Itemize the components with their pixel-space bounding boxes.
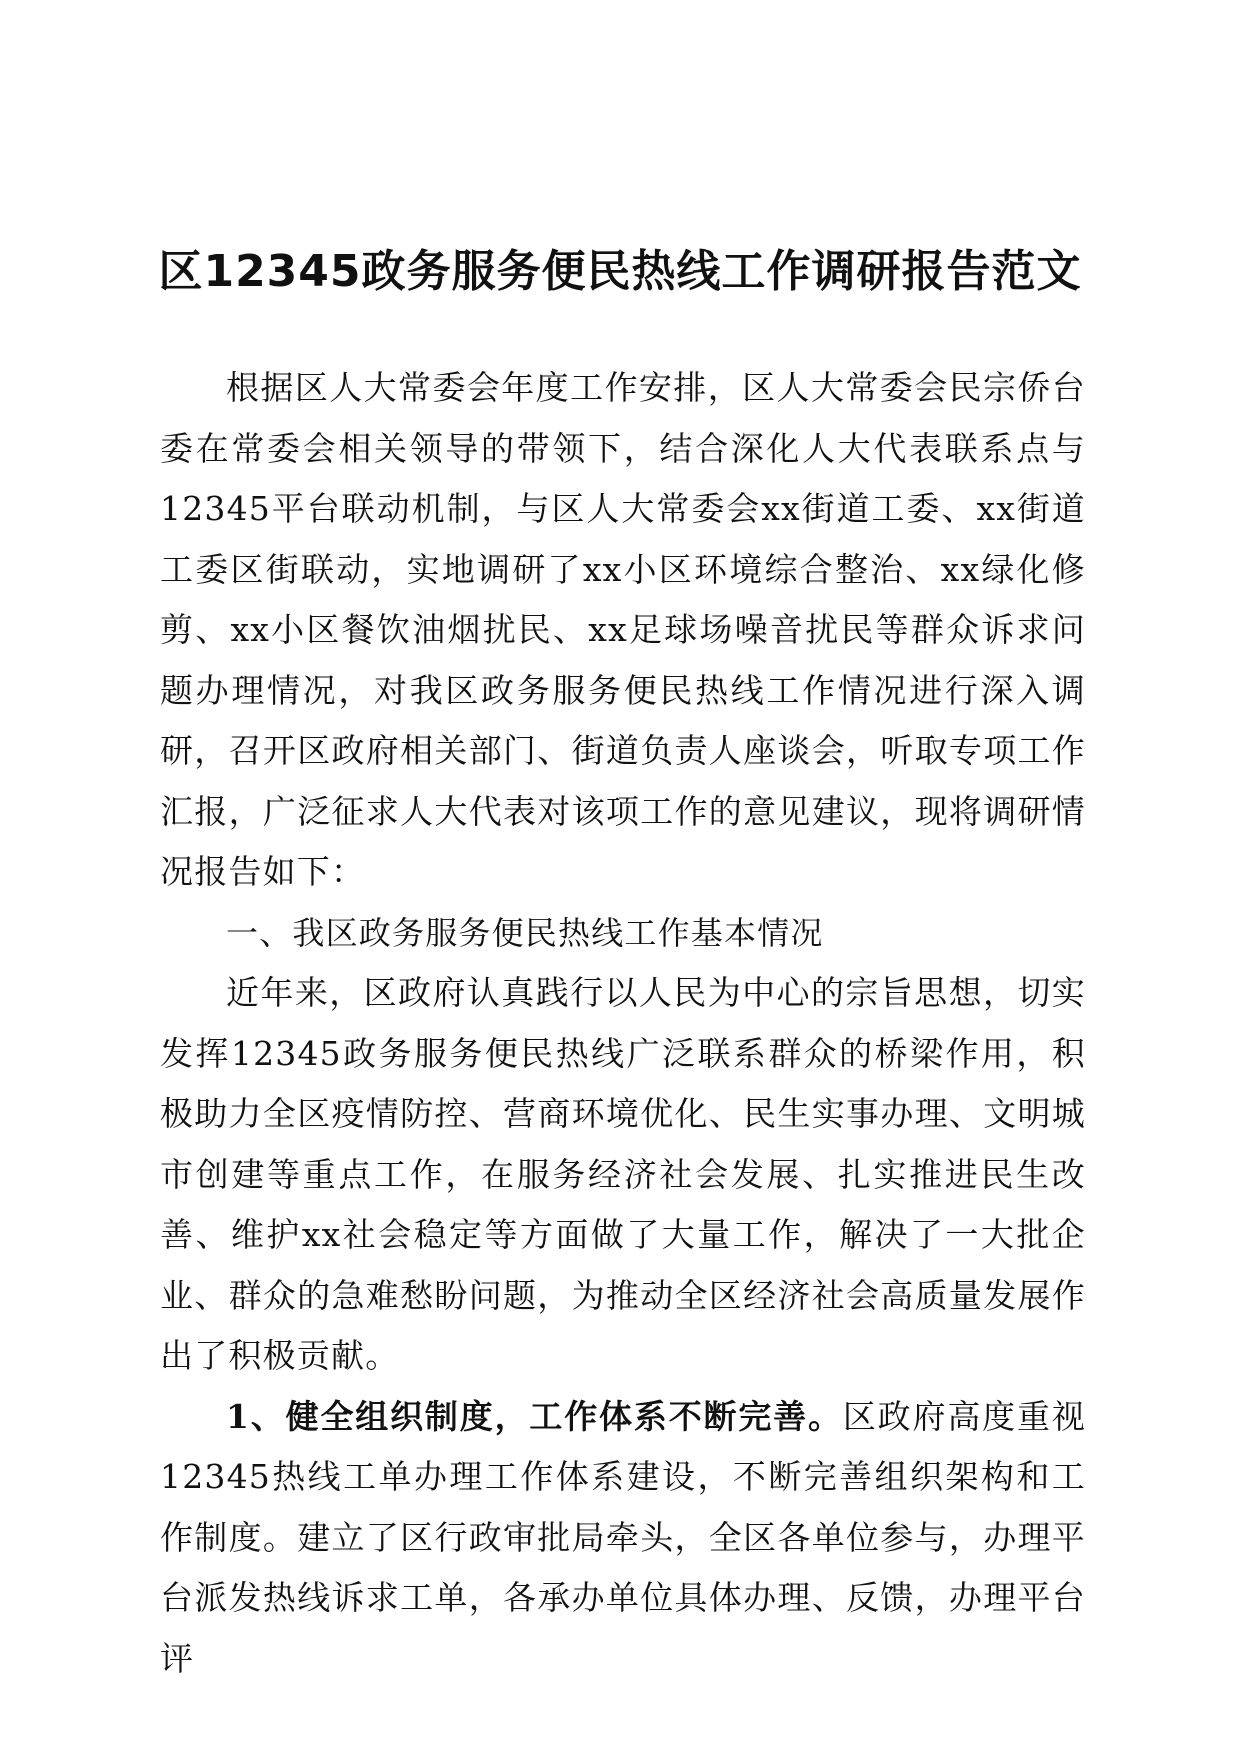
item-text: 区政府高度重视12345热线工单办理工作体系建设，不断完善组织架构和工作制度。建立了区行政审批局牵头，全区各单位参与，办理平台派发热线诉求工单，各承办单位具体办理、反馈，办理平台评 xyxy=(160,1396,1087,1678)
item-paragraph xyxy=(160,1387,1086,1690)
item-lead: 1、健全组织制度，工作体系不断完善。 xyxy=(226,1396,843,1436)
section-paragraph: 近年来，区政府认真践行以人民为中心的宗旨思想，切实发挥12345政务服务便民热线广泛联系群众的桥梁作用，积极助力全区疫情防控、营商环境优化、民生实事办理、文明城市创建等重点工作，在服务经济社会发展、扎实推进民生改善、维护xx社会稳定等方面做了大量工作，解决了一大批企业、群众的急难愁盼问题，为推动全区经济社会高质量发展作出了积极贡献。 xyxy=(160,973,1086,1375)
document-title: 区12345政务服务便民热线工作调研报告范文 xyxy=(158,246,1082,297)
section-heading: 一、我区政务服务便民热线工作基本情况 xyxy=(226,913,824,952)
intro-paragraph: 根据区人大常委会年度工作安排，区人大常委会民宗侨台委在常委会相关领导的带领下，结合深化人大代表联系点与12345平台联动机制，与区人大常委会xx街道工委、xx街道工委区街联动，实地调研了xx小区环境综合整治、xx绿化修剪、xx小区餐饮油烟扰民、xx足球场噪音扰民等群众诉求问题办理情况，对我区政务服务便民热线工作情况进行深入调研，召开区政府相关部门、街道负责人座谈会，听取专项工作汇报，广泛征求人大代表对该项工作的意见建议，现将调研情况报告如下： xyxy=(160,368,1086,891)
document-body xyxy=(160,358,1086,1689)
